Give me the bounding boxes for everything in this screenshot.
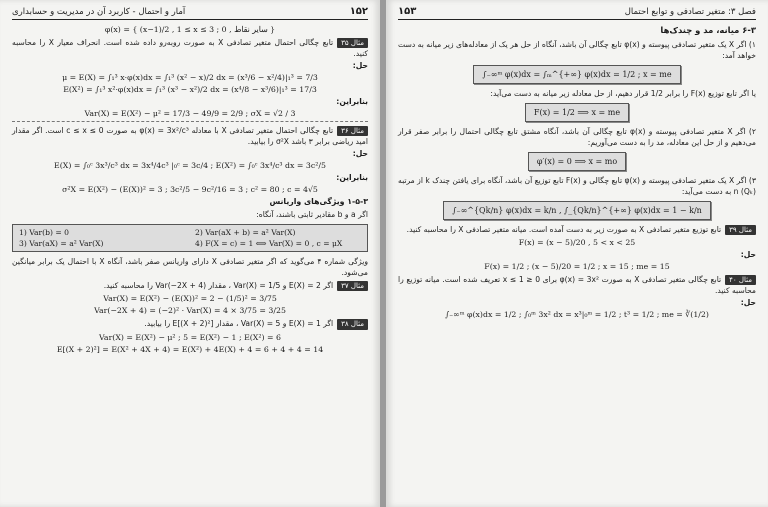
property-item: 1) Var(b) = 0 [19,228,69,238]
right-page-header [398,6,756,20]
solution-label: حل: [740,298,756,308]
then-label: بنابراین: [336,97,368,107]
section-text: اگر a و b مقادیر ثابتی باشند، آنگاه: [256,210,368,220]
property-item: 3) Var(aX) = a² Var(X) [19,239,104,249]
paragraph: ۱) اگر X یک متغیر تصادفی پیوسته و φ(x) تابع چگالی آن باشد، آنگاه از حل هر یک از معادله‌های زیر میانه به دست خواهد آمد: [398,40,756,60]
equation: Var(X) = E(X²) − (E(X))² = 2 − (1/5)² = 3/75 [103,294,277,304]
section-title: ۶-۳ میانه، مد و چندک‌ها [660,25,756,35]
section-title: ۱-۵-۳ ویژگی‌های واریانس [269,197,368,207]
intro-equation: φ(x) = { (x−1)/2 , 1 ≤ x ≤ 3 ; 0 , سایر نقاط } [104,25,276,34]
solution-label: حل: [740,250,756,260]
running-head: آمار و احتمال - کاربرد آن در مدیریت و حسابداری [12,6,186,17]
equation: E(X²) = ∫₁³ x²·φ(x)dx = ∫₁³ (x³ − x²)/2 dx = (x⁴/8 − x³/6)|₁³ = 17/3 [63,85,317,95]
equation: E(X) = ∫₀ᶜ 3x³/c³ dx = 3x⁴/4c³ |₀ᶜ = 3c/4 ; E(X²) = ∫₀ᶜ 3x⁴/c³ dx = 3c²/5 [54,161,326,171]
equation: E[(X + 2)²] = E(X² + 4X + 4) = E(X²) + 4E(X) + 4 = 6 + 4 + 4 = 14 [56,344,324,354]
paragraph: ۲) اگر X متغیر تصادفی پیوسته و φ(x) تابع چگالی آن باشد، آنگاه مشتق تابع چگالی احتمال را برابر صفر قرار می‌دهیم و از حل این معادله، مد را به دست می‌آوریم: [398,127,756,147]
example-tag: مثال ۳۶ [337,126,368,136]
equation: F(x) = 1/2 ; (x − 5)/20 = 1/2 ; x = 15 ; me = 15 [484,262,670,272]
equation: μ = E(X) = ∫₁³ x·φ(x)dx = ∫₁³ (x² − x)/2 dx = (x³/6 − x²/4)|₁³ = 7/3 [62,73,318,83]
then-label: بنابراین: [336,173,368,183]
solution-label: حل: [352,61,368,71]
example-tag: مثال ۳۸ [337,319,368,329]
paragraph: ۳) اگر X یک متغیر تصادفی پیوسته و φ(x) تابع چگالی و F(x) تابع توزیع آن باشد، آنگاه برای یافتن چندک k از مرتبه n (Qₖ) به دست می‌آید: [398,176,756,196]
paragraph: یا اگر تابع توزیع F(x) را برابر 1/2 قرار دهیم، از حل معادله زیر میانه به دست می‌آید: [490,89,756,98]
example-text: تابع چگالی احتمال متغیر تصادفی X به صورت روبه‌رو داده شده است. انحراف معیار X را محاسبه کنید. [12,38,368,59]
equation: Var(X) = E(X²) − μ² = 17/3 − 49/9 = 2/9 ; σX = √2 / 3 [84,109,296,119]
example-tag: مثال ۳۵ [337,38,368,48]
example-36-text [12,125,368,147]
property-item: 4) F(X = c) = 1 ⟺ Var(X) = 0 , c = μX [195,239,343,249]
divider [12,121,368,122]
property-item: 2) Var(aX + b) = a² Var(X) [195,228,296,238]
page-number: ۱۵۳ [398,6,417,17]
equation: Var(−2X + 4) = (−2)² · Var(X) = 4 × 3/75 = 3/25 [94,306,286,316]
formula-box: φ′(x) = 0 ⟹ x = mo [528,152,626,171]
example-tag: مثال ۳۹ [725,225,756,235]
example-tag: مثال ۳۷ [337,281,368,291]
example-tag: مثال ۴۰ [725,275,756,285]
running-head: فصل ۳: متغیر تصادفی و توابع احتمال [624,6,756,17]
solution-label: حل: [352,149,368,159]
example-38-text [12,318,368,329]
page-number: ۱۵۲ [349,6,368,17]
example-35-text [12,37,368,59]
example-text: اگر E(X) = 1 و Var(X) = 5 ، مقدار E[(X + 2)²] را بیابید. [144,319,334,329]
example-text: تابع توزیع متغیر تصادفی X به صورت زیر به دست آمده است. میانه متغیر تصادفی X را محاسبه کنید. [406,225,722,234]
example-text: تابع چگالی متغیر تصادفی X به صورت φ(x) = 3x² برای 0 ≤ x ≤ 1 تعریف شده است. میانه توزیع را محاسبه کنید. [398,275,756,296]
note-text: ویژگی شماره ۴ می‌گوید که اگر متغیر تصادفی X دارای واریانس صفر باشد، آنگاه X با احتمال یک برابر میانگین می‌شود. [12,257,368,278]
equation: Var(X) = E(X²) − μ² ; 5 = E(X²) − 1 ; E(X²) = 6 [99,332,281,342]
example-37-text [12,280,368,291]
formula-box: ∫₋∞^{Qk/n} φ(x)dx = k/n , ∫_{Qk/n}^{+∞} φ(x)dx = 1 − k/n [443,201,711,220]
equation: F(x) = (x − 5)/20 , 5 < x < 25 [518,238,636,248]
equation: ∫₋∞ᵐ φ(x)dx = 1/2 ; ∫₀ᵐ 3x² dx = x³|₀ᵐ = 1/2 ; t³ = 1/2 ; me = ∛(1/2) [445,310,709,320]
equation: σ²X = E(X²) − (E(X))² = 3 ; 3c²/5 − 9c²/16 = 3 ; c² = 80 ; c = 4√5 [62,185,318,195]
formula-box: ∫₋∞ᵐ φ(x)dx = ∫ₘ^{+∞} φ(x)dx = 1/2 ; x = me [473,65,680,84]
example-39-text [398,224,756,235]
formula-box: F(x) = 1/2 ⟹ x = me [525,103,629,122]
example-text: تابع چگالی احتمال متغیر تصادفی X با معادله φ(x) = 3x²/c³ به صورت c ≤ x ≤ 0 است. اگر مقدار امید ریاضی برابر ۳ باشد σ²X را بیابید. [12,126,368,147]
example-40-text [398,274,756,296]
example-text: اگر E(X) = 2 و Var(X) = 1/5 ، مقدار Var(−2X + 4) را محاسبه کنید. [103,281,334,291]
variance-properties-box [12,224,368,252]
left-page [0,0,380,507]
right-page [386,0,768,507]
left-page-header [12,6,368,20]
